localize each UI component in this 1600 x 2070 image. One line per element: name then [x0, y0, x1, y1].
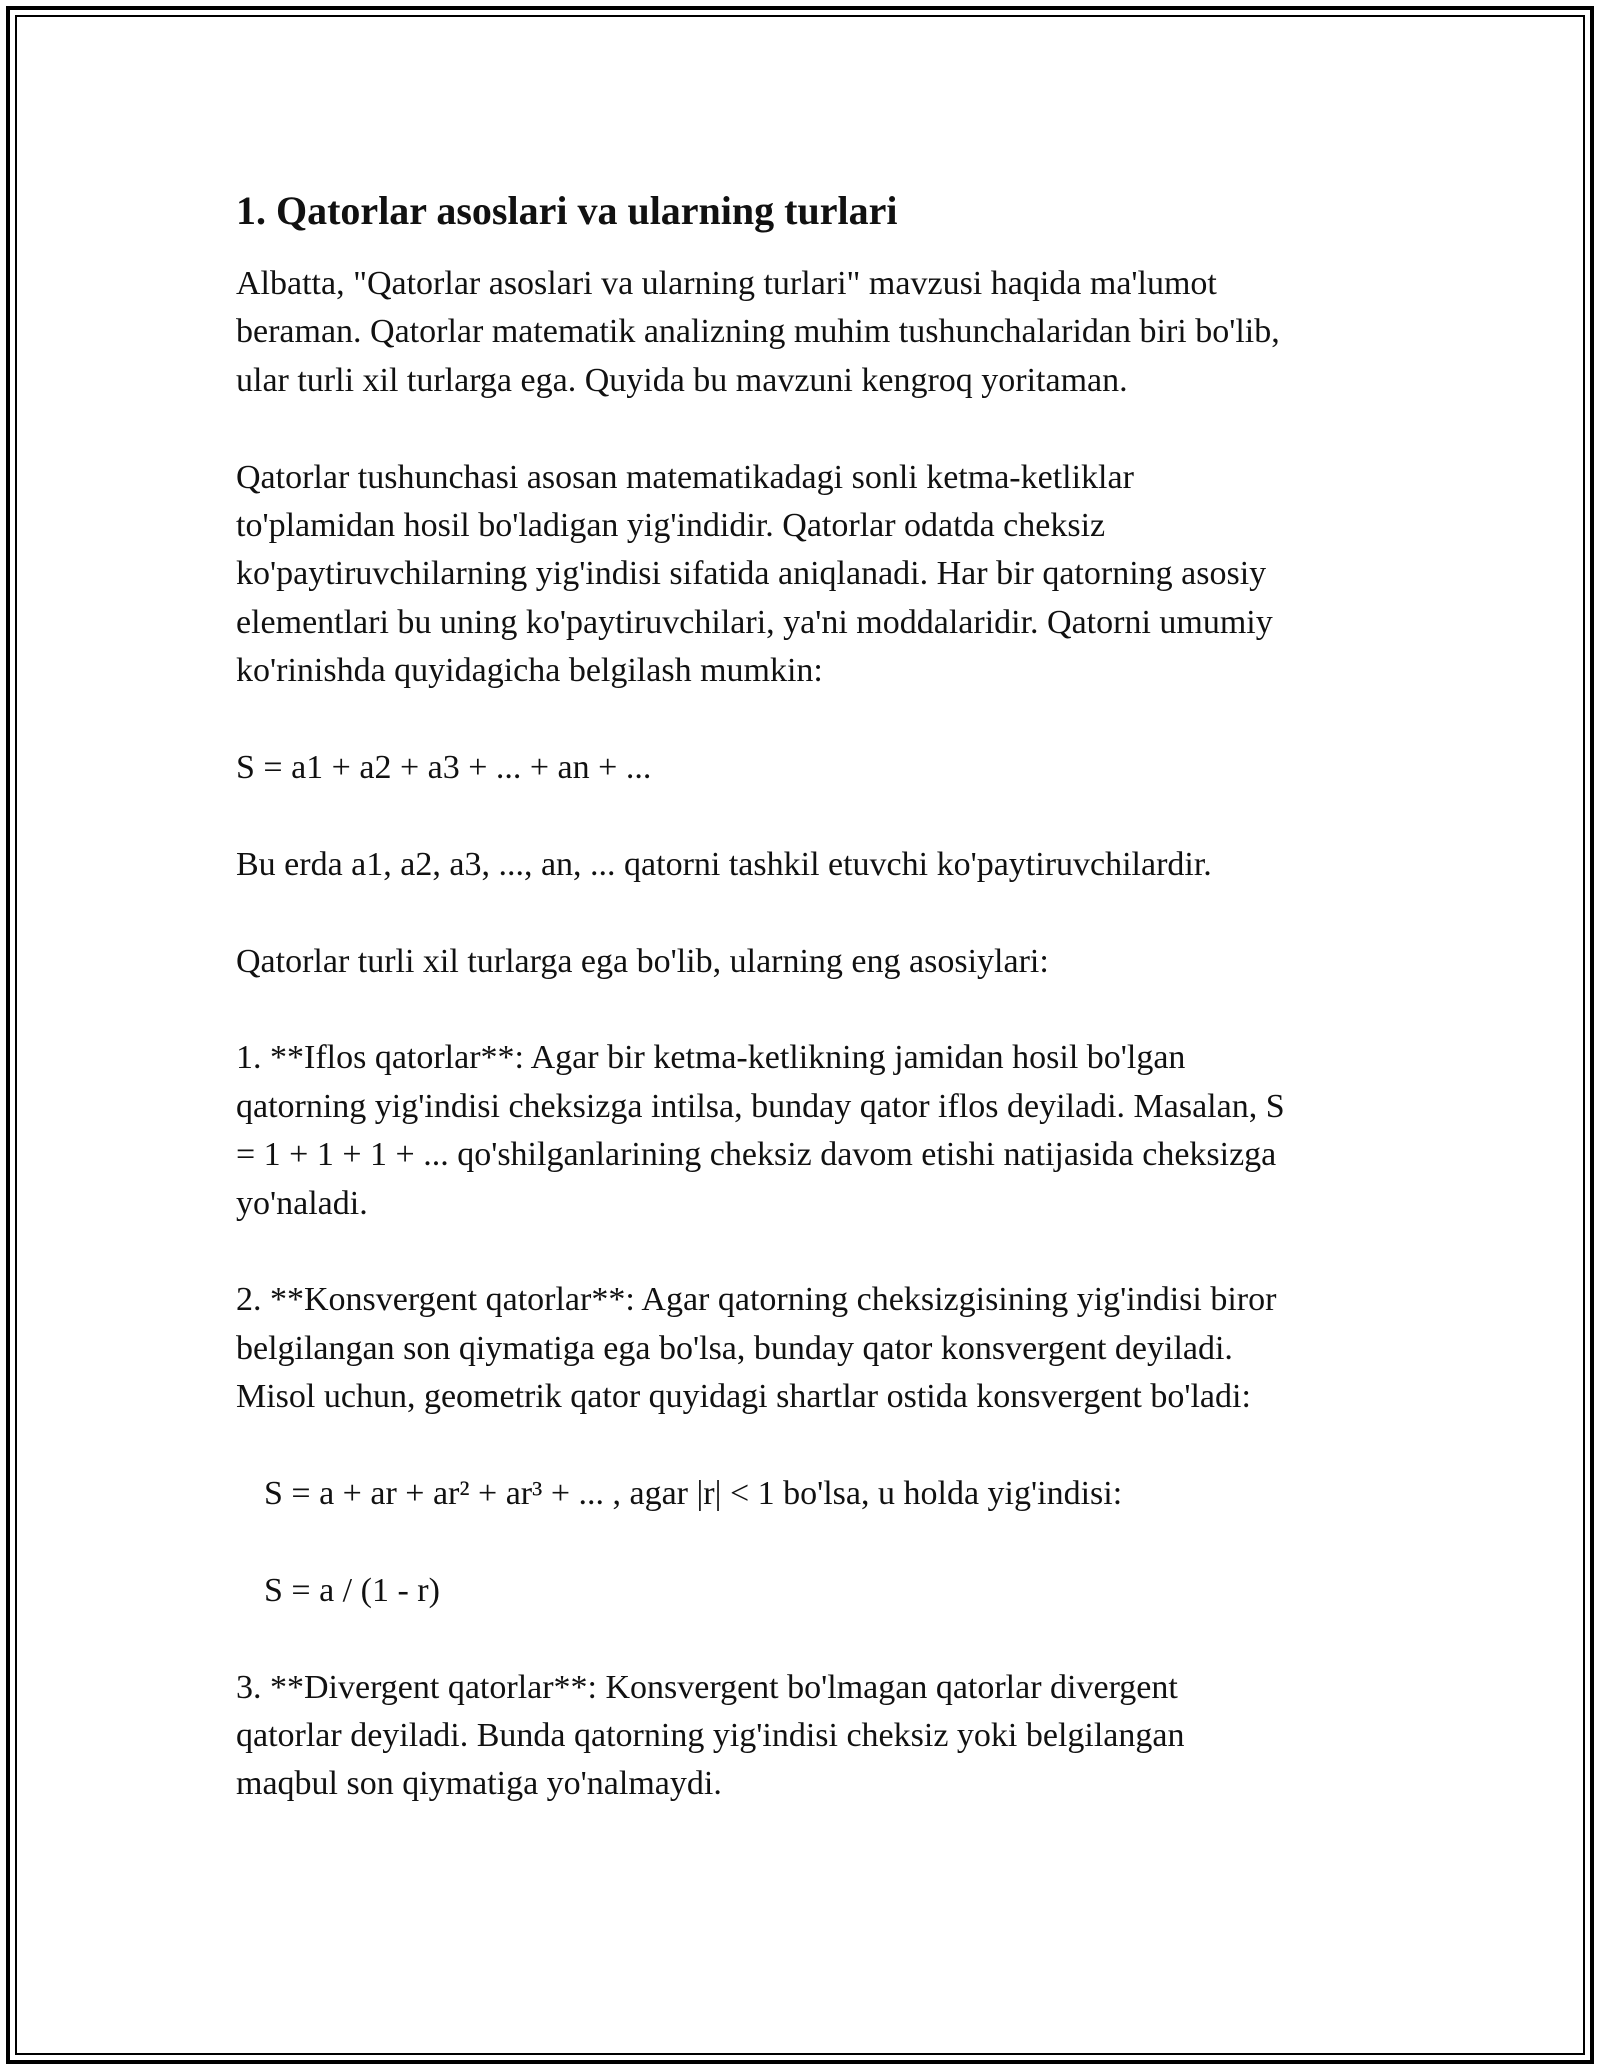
terms-explanation: Bu erda a1, a2, a3, ..., an, ... qatorni tashkil etuvchi ko'paytiruvchilardir. [236, 845, 1212, 883]
intro-paragraph: Albatta, "Qatorlar asoslari va ularning turlari" mavzusi haqida ma'lumot beraman. Qatorlar matematik analizning muhim tushunchalaridan biri bo'lib, ular turli xil turlarga ega. Quyida bu mavzuni kengroq yoritaman. [236, 265, 1280, 399]
document-title: 1. Qatorlar asoslari va ularning turlari [236, 188, 898, 233]
list-item-iflos: 1. **Iflos qatorlar**: Agar bir ketma-ketlikning jamidan hosil bo'lgan qatorning yig'indisi cheksizga intilsa, bunday qator iflos deyiladi. Masalan, S = 1 + 1 + 1 + ... qo'shilganlarining cheksiz davom etishi natijasida cheksizga yo'naladi. [236, 1039, 1285, 1222]
types-intro: Qatorlar turli xil turlarga ega bo'lib, ularning eng asosiylari: [236, 942, 1049, 980]
geometric-series-formula: S = a + ar + ar² + ar³ + ... , agar |r| < 1 bo'lsa, u holda yig'indisi: [264, 1475, 1123, 1513]
list-item-konsvergent: 2. **Konsvergent qatorlar**: Agar qatorning cheksizgisining yig'indisi biror belgilangan son qiymatiga ega bo'lsa, bunday qator konsvergent deyiladi. Misol uchun, geometrik qator quyidagi shartlar ostida konsvergent bo'ladi: [236, 1281, 1277, 1416]
series-formula: S = a1 + a2 + a3 + ... + an + ... [236, 749, 652, 787]
definition-paragraph: Qatorlar tushunchasi asosan matematikadagi sonli ketma-ketliklar to'plamidan hosil bo'ladigan yig'indidir. Qatorlar odatda cheksiz ko'paytiruvchilarning yig'indisi sifatida aniqlanadi. Har bir qatorning asosiy elementlari bu uning ko'paytiruvchilari, ya'ni moddalaridir. Qatorni umumiy ko'rinishda quyidagicha belgilash mumkin: [236, 458, 1273, 690]
list-item-divergent: 3. **Divergent qatorlar**: Konsvergent bo'lmagan qatorlar divergent qatorlar deyiladi. Bunda qatorning yig'indisi cheksiz yoki belgilangan maqbul son qiymatiga yo'nalmaydi. [236, 1668, 1185, 1803]
geometric-sum-formula: S = a / (1 - r) [264, 1571, 440, 1609]
document-body [236, 180, 1376, 1857]
